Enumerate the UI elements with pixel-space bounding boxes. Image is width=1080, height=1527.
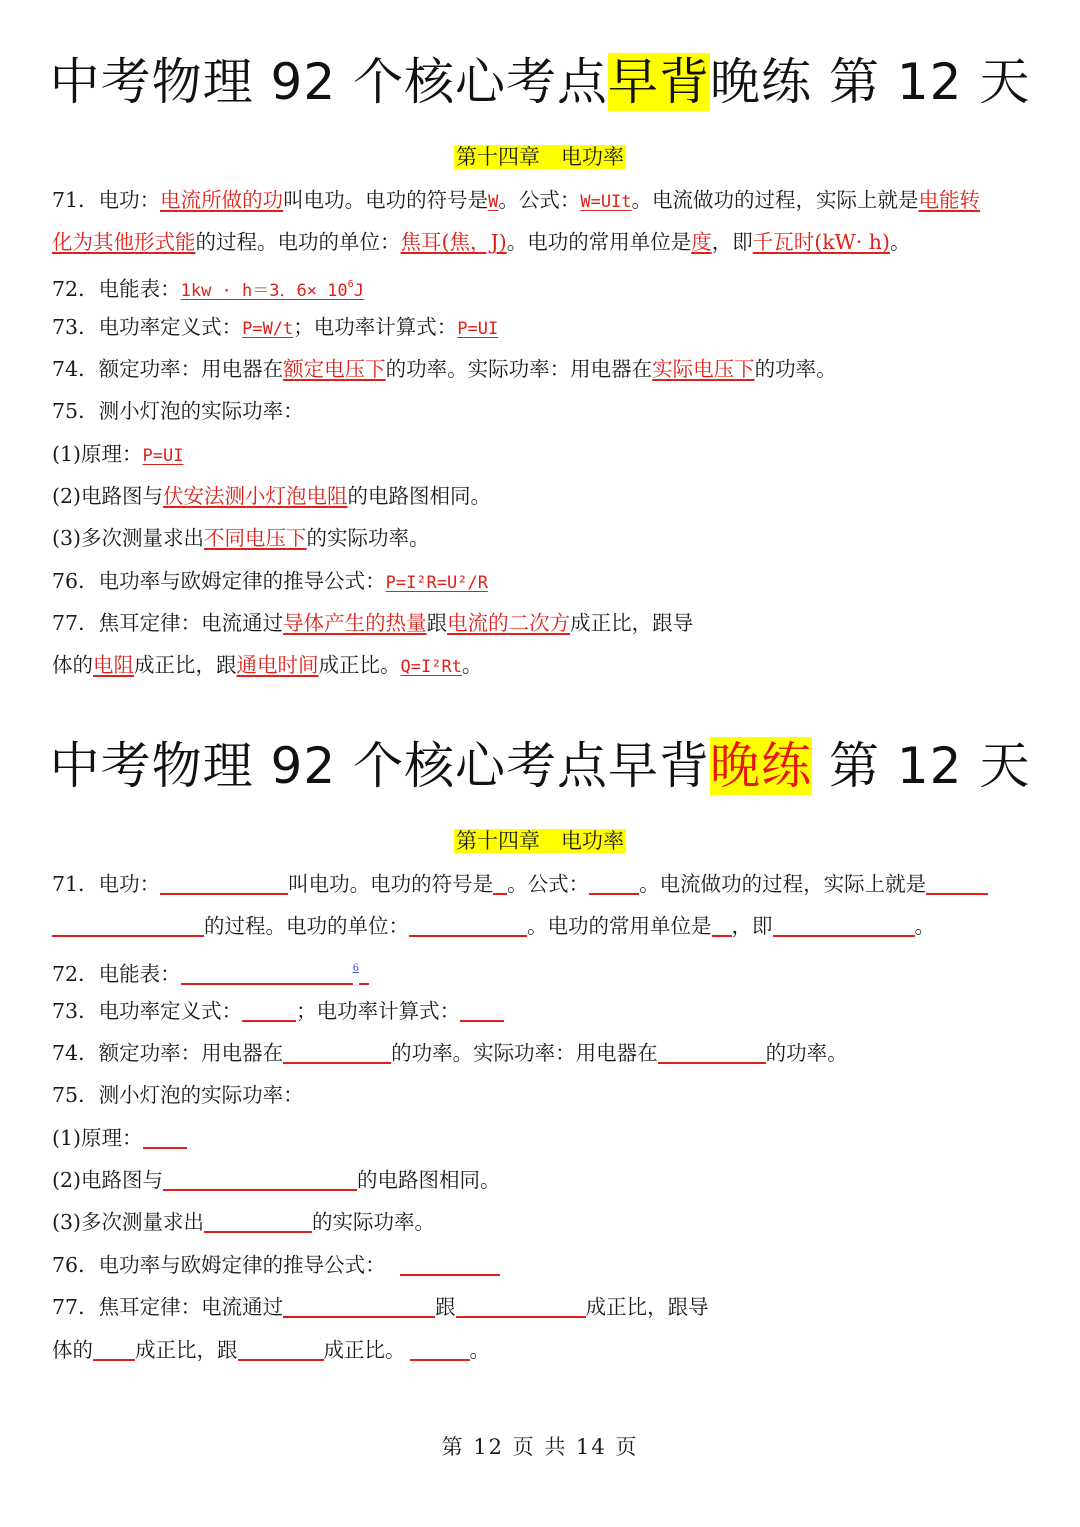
text-segment: 。公式： bbox=[507, 872, 590, 896]
blank bbox=[712, 913, 732, 937]
text-segment: 的实际功率。 bbox=[306, 526, 430, 550]
answer: 化为其他形式能 bbox=[52, 230, 196, 254]
text-segment: 的功率。 bbox=[754, 357, 837, 381]
text-segment: (3) bbox=[52, 1210, 82, 1234]
text-segment: 成正比，跟导 bbox=[585, 1295, 709, 1319]
text-segment: 电功率定义式： bbox=[98, 999, 243, 1023]
evening-q72 bbox=[52, 954, 369, 989]
text-segment: 的过程。电功的单位： bbox=[204, 914, 409, 938]
evening-title bbox=[0, 736, 1080, 796]
answer: 电流所做的功 bbox=[160, 188, 284, 212]
morning-q71-line2 bbox=[52, 227, 910, 257]
evening-q77-line2 bbox=[52, 1335, 490, 1365]
text-segment: (2) bbox=[52, 1168, 82, 1192]
answer: P=I²R=U²/R bbox=[385, 573, 488, 593]
blank bbox=[589, 871, 639, 895]
blank bbox=[460, 998, 504, 1022]
blank bbox=[359, 961, 369, 985]
text-segment: 75． bbox=[52, 1083, 99, 1107]
blank bbox=[242, 998, 296, 1022]
morning-q77-line1 bbox=[52, 608, 693, 638]
title-highlight: 早背 bbox=[608, 53, 711, 111]
title-suffix: 第 12 天 bbox=[812, 737, 1031, 795]
text-segment: 电能表： bbox=[98, 277, 181, 301]
evening-q73 bbox=[52, 996, 504, 1026]
text-segment: 的电路图相同。 bbox=[347, 484, 492, 508]
morning-q72 bbox=[52, 270, 364, 306]
text-segment: 75． bbox=[52, 399, 99, 423]
answer: Q=I²Rt bbox=[400, 657, 462, 677]
blank bbox=[143, 1125, 187, 1149]
answer: 度 bbox=[691, 230, 712, 254]
evening-chapter-heading bbox=[0, 826, 1080, 856]
text-segment: 叫电功。电功的符号是 bbox=[283, 188, 489, 212]
text-segment: 原理： bbox=[81, 442, 143, 466]
blank bbox=[163, 1167, 357, 1191]
text-segment: 成正比，跟导 bbox=[570, 611, 694, 635]
morning-chapter-heading bbox=[0, 142, 1080, 172]
text-segment: 原理： bbox=[81, 1126, 143, 1150]
morning-q73 bbox=[52, 312, 498, 344]
blank bbox=[283, 1294, 435, 1318]
text-segment: 第十四章 电功率 bbox=[456, 829, 624, 853]
text-segment: (1) bbox=[52, 1126, 82, 1150]
text-segment: 跟 bbox=[426, 611, 448, 635]
answer: 电流的二次方 bbox=[447, 611, 571, 635]
answer: 通电时间 bbox=[236, 653, 319, 677]
morning-q75-1 bbox=[52, 439, 184, 471]
text-segment: 的功率。实际功率：用电器在 bbox=[391, 1041, 658, 1065]
text-segment: 叫电功。电功的符号是 bbox=[288, 872, 494, 896]
text-segment: 74． bbox=[52, 357, 99, 381]
answer: 伏安法测小灯泡电阻 bbox=[163, 484, 348, 508]
blank bbox=[410, 1337, 470, 1361]
text-segment: (1) bbox=[52, 442, 82, 466]
text-segment: 成正比，跟 bbox=[134, 653, 237, 677]
blank bbox=[658, 1040, 766, 1064]
morning-q71-line1 bbox=[52, 185, 980, 217]
text-segment: 。 bbox=[469, 1338, 490, 1362]
text-segment: 电路图与 bbox=[81, 484, 164, 508]
morning-q75-2 bbox=[52, 481, 491, 511]
evening-q77-line1 bbox=[52, 1292, 709, 1322]
text-segment: 跟 bbox=[435, 1295, 456, 1319]
title-prefix: 中考物理 92 个核心考点早背 bbox=[49, 737, 711, 795]
text-segment: 焦耳定律：电流通过 bbox=[98, 611, 284, 635]
answer: W bbox=[488, 192, 499, 212]
text-segment: 72． bbox=[52, 277, 99, 301]
answer: P=UI bbox=[457, 319, 499, 339]
text-segment: (2) bbox=[52, 484, 82, 508]
morning-q76 bbox=[52, 566, 488, 598]
evening-q75-3 bbox=[52, 1207, 435, 1237]
text-segment: 体的 bbox=[52, 653, 93, 677]
text-segment: 的功率。实际功率：用电器在 bbox=[385, 357, 653, 381]
text-segment: 77． bbox=[52, 1295, 99, 1319]
blank bbox=[181, 961, 353, 985]
text-segment: 电功率定义式： bbox=[98, 315, 243, 339]
text-segment: ，即 bbox=[731, 914, 773, 938]
text-segment: 的功率。 bbox=[765, 1041, 848, 1065]
answer: P=UI bbox=[142, 446, 184, 466]
answer: 电能转 bbox=[918, 188, 981, 212]
blank bbox=[93, 1337, 135, 1361]
title-prefix: 中考物理 92 个核心考点 bbox=[49, 53, 609, 111]
text-segment: 第十四章 电功率 bbox=[456, 145, 624, 169]
answer: 千瓦时(kW· h) bbox=[752, 230, 890, 254]
text-segment: 73． bbox=[52, 999, 99, 1023]
text-segment: 。公式： bbox=[498, 188, 581, 212]
text-segment: 电能表： bbox=[98, 962, 181, 986]
text-segment: 6 bbox=[352, 963, 359, 974]
text-segment: 1kw · h＝3．6× 10 bbox=[180, 281, 348, 301]
text-segment: 成正比。 bbox=[323, 1338, 406, 1362]
text-segment: 电功： bbox=[98, 872, 161, 896]
blank bbox=[400, 1252, 500, 1276]
blank bbox=[456, 1294, 586, 1318]
evening-q75-2 bbox=[52, 1165, 501, 1195]
text-segment: ，即 bbox=[711, 230, 753, 254]
text-segment: 73． bbox=[52, 315, 99, 339]
morning-q75 bbox=[52, 396, 304, 426]
text-segment: 76． bbox=[52, 1253, 99, 1277]
answer: 不同电压下 bbox=[204, 526, 307, 550]
answer: W=UIt bbox=[580, 192, 632, 212]
text-segment: 的电路图相同。 bbox=[357, 1168, 501, 1192]
text-segment: 电功率与欧姆定律的推导公式： bbox=[98, 569, 386, 593]
text-segment: ；电功率计算式： bbox=[296, 999, 461, 1023]
text-segment: 。电功的常用单位是 bbox=[506, 230, 692, 254]
answer: 导体产生的热量 bbox=[283, 611, 427, 635]
answer: 额定电压下 bbox=[283, 357, 386, 381]
page-footer: 第 12 页 共 14 页 bbox=[441, 1435, 639, 1459]
title-highlight: 晚练 bbox=[710, 737, 813, 795]
text-segment: 76． bbox=[52, 569, 99, 593]
text-segment: (3) bbox=[52, 526, 82, 550]
answer: 电阻 bbox=[93, 653, 134, 677]
text-segment: 的实际功率。 bbox=[312, 1210, 436, 1234]
text-segment: 72． bbox=[52, 962, 99, 986]
text-segment: 多次测量求出 bbox=[81, 1210, 205, 1234]
text-segment: 测小灯泡的实际功率： bbox=[98, 1083, 304, 1107]
blank bbox=[238, 1337, 324, 1361]
text-segment: 71． bbox=[52, 872, 99, 896]
text-segment: 。电功的常用单位是 bbox=[527, 914, 712, 938]
text-segment: ；电功率计算式： bbox=[293, 315, 458, 339]
morning-q77-line2 bbox=[52, 650, 482, 682]
evening-q76 bbox=[52, 1250, 500, 1280]
text-segment: 电功率与欧姆定律的推导公式： bbox=[98, 1253, 386, 1277]
text-segment: 。 bbox=[889, 230, 911, 254]
text-segment: 成正比，跟 bbox=[135, 1338, 238, 1362]
text-segment: 74． bbox=[52, 1041, 99, 1065]
answer: 焦耳(焦，J) bbox=[400, 230, 507, 254]
text-segment: 的过程。电功的单位： bbox=[195, 230, 401, 254]
text-segment: 77． bbox=[52, 611, 99, 635]
answer: P=W/t bbox=[242, 319, 294, 339]
text-segment: 成正比。 bbox=[318, 653, 401, 677]
text-segment: 测小灯泡的实际功率： bbox=[98, 399, 304, 423]
title-suffix: 晚练 第 12 天 bbox=[710, 53, 1031, 111]
text-segment: 6 bbox=[347, 279, 354, 290]
morning-q75-3 bbox=[52, 523, 430, 553]
text-segment: 电路图与 bbox=[81, 1168, 164, 1192]
text-segment: 电功： bbox=[98, 188, 161, 212]
blank bbox=[493, 871, 507, 895]
text-segment: 。电流做功的过程，实际上就是 bbox=[639, 872, 927, 896]
text-segment: 多次测量求出 bbox=[81, 526, 205, 550]
text-segment: 焦耳定律：电流通过 bbox=[98, 1295, 284, 1319]
blank bbox=[926, 871, 988, 895]
blank bbox=[160, 871, 288, 895]
answer: 实际电压下 bbox=[652, 357, 755, 381]
text-segment: 体的 bbox=[52, 1338, 93, 1362]
evening-q74 bbox=[52, 1038, 848, 1068]
blank bbox=[409, 913, 527, 937]
morning-q74 bbox=[52, 354, 837, 384]
evening-q75-1 bbox=[52, 1123, 187, 1153]
evening-q71-line2 bbox=[52, 911, 935, 941]
blank bbox=[283, 1040, 391, 1064]
text-segment: 。 bbox=[914, 914, 935, 938]
text-segment: 。电流做功的过程，实际上就是 bbox=[631, 188, 919, 212]
blank bbox=[52, 913, 204, 937]
evening-q71-line1 bbox=[52, 869, 988, 899]
text-segment: 。 bbox=[461, 653, 483, 677]
text-segment: J bbox=[353, 281, 364, 301]
blank bbox=[204, 1209, 312, 1233]
blank bbox=[773, 913, 915, 937]
answer bbox=[181, 281, 364, 301]
evening-q75 bbox=[52, 1080, 304, 1110]
text-segment: 额定功率：用电器在 bbox=[98, 1041, 284, 1065]
morning-title bbox=[0, 52, 1080, 112]
text-segment: 额定功率：用电器在 bbox=[98, 357, 284, 381]
text-segment: 71． bbox=[52, 188, 99, 212]
